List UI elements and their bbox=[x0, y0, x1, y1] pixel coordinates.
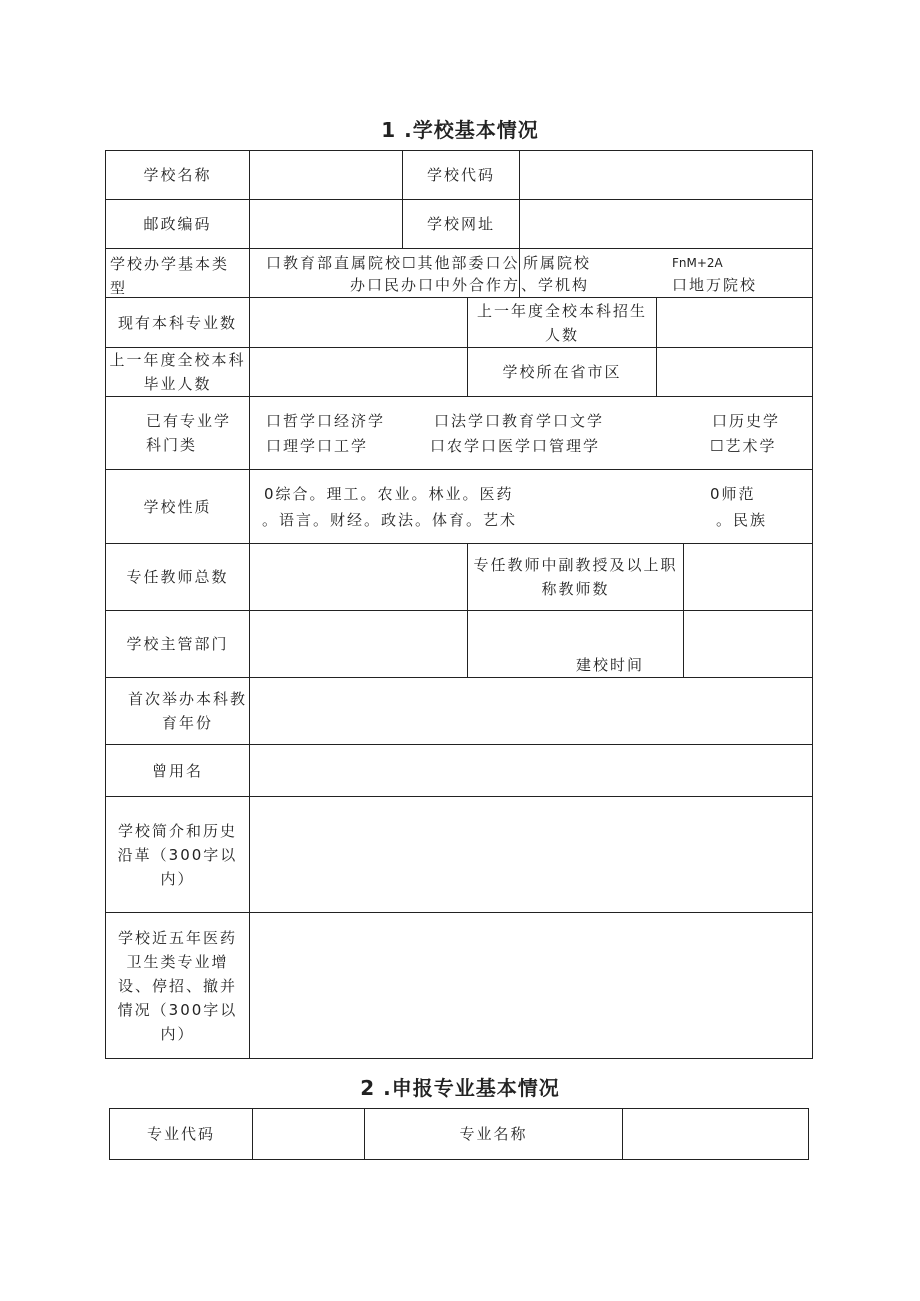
discipline-r1c: 口历史学 bbox=[712, 412, 781, 430]
nature-r1b: 0师范 bbox=[710, 485, 756, 503]
label-teachers-total: 专任教师总数 bbox=[105, 543, 250, 611]
input-province[interactable] bbox=[656, 347, 813, 397]
label-school-type: 学校办学基本类型 bbox=[105, 248, 250, 298]
label-major-name: 专业名称 bbox=[364, 1108, 623, 1160]
label-history: 学校简介和历史沿革（300字以内） bbox=[105, 796, 250, 913]
input-first-year[interactable] bbox=[249, 677, 813, 745]
school-type-col2-line1: 所属院校 bbox=[523, 254, 592, 272]
discipline-r2b: 口农学口医学口管理学 bbox=[430, 437, 601, 455]
label-school-website: 学校网址 bbox=[402, 199, 520, 249]
discipline-r1b: 口法学口教育学口文学 bbox=[434, 412, 605, 430]
school-type-line1: 口教育部直属院校☐其他部委口公 bbox=[266, 254, 520, 272]
input-major-name[interactable] bbox=[622, 1108, 809, 1160]
label-province: 学校所在省市区 bbox=[467, 347, 657, 397]
input-teachers-senior[interactable] bbox=[683, 543, 813, 611]
label-school-code: 学校代码 bbox=[402, 150, 520, 200]
label-enroll: 上一年度全校本科招生人数 bbox=[467, 297, 657, 348]
input-school-code[interactable] bbox=[519, 150, 813, 200]
label-first-year: 首次举办本科教育年份 bbox=[105, 677, 250, 745]
discipline-r2a: 口理学口工学 bbox=[266, 437, 369, 455]
input-founded[interactable] bbox=[683, 610, 813, 678]
label-recent-changes: 学校近五年医药卫生类专业增设、停招、撤并情况（300字以内） bbox=[105, 912, 250, 1059]
input-postal-code[interactable] bbox=[249, 199, 403, 249]
input-former-name[interactable] bbox=[249, 744, 813, 797]
school-type-col2-line2: 、学机构 bbox=[521, 276, 590, 294]
label-postal-code: 邮政编码 bbox=[105, 199, 250, 249]
nature-r1: 0综合。理工。农业。林业。医药 bbox=[264, 485, 514, 503]
input-enroll[interactable] bbox=[656, 297, 813, 348]
label-authority: 学校主管部门 bbox=[105, 610, 250, 678]
label-teachers-senior: 专任教师中副教授及以上职称教师数 bbox=[467, 543, 684, 611]
school-nature-options[interactable] bbox=[249, 469, 813, 544]
label-disciplines: 已有专业学科门类 bbox=[105, 396, 250, 470]
school-type-local: 口地万院校 bbox=[672, 276, 758, 294]
nature-r2: 。语言。财经。政法。体育。艺术 bbox=[262, 511, 518, 529]
input-recent-changes[interactable] bbox=[249, 912, 813, 1059]
input-teachers-total[interactable] bbox=[249, 543, 468, 611]
input-history[interactable] bbox=[249, 796, 813, 913]
input-major-count[interactable] bbox=[249, 297, 468, 348]
input-graduates[interactable] bbox=[249, 347, 468, 397]
section2-title: 2 .申报专业基本情况 bbox=[360, 1076, 560, 1100]
input-major-code[interactable] bbox=[252, 1108, 365, 1160]
label-major-code: 专业代码 bbox=[109, 1108, 253, 1160]
label-former-name: 曾用名 bbox=[105, 744, 250, 797]
label-school-name: 学校名称 bbox=[105, 150, 250, 200]
label-major-count: 现有本科专业数 bbox=[105, 297, 250, 348]
label-graduates: 上一年度全校本科毕业人数 bbox=[105, 347, 250, 397]
label-founded: 建校时间 bbox=[467, 610, 684, 678]
input-school-name[interactable] bbox=[249, 150, 403, 200]
school-type-code: FnM+2A bbox=[672, 256, 723, 270]
label-school-nature: 学校性质 bbox=[105, 469, 250, 544]
discipline-r1a: 口哲学口经济学 bbox=[266, 412, 386, 430]
input-authority[interactable] bbox=[249, 610, 468, 678]
nature-r2b: 。民族 bbox=[716, 511, 768, 529]
section1-title: 1 .学校基本情况 bbox=[381, 118, 539, 142]
school-type-line2: 办口民办口中外合作方 bbox=[350, 276, 521, 294]
input-school-website[interactable] bbox=[519, 199, 813, 249]
discipline-r2c: ☐艺术学 bbox=[710, 437, 777, 455]
discipline-options[interactable] bbox=[249, 396, 813, 470]
